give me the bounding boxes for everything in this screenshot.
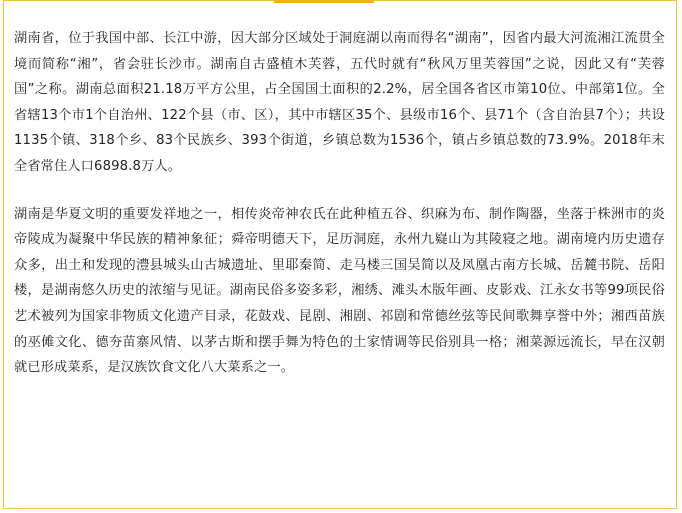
article-body	[14, 26, 665, 381]
top-accent-bar	[274, 0, 374, 3]
paragraph-history-culture: 湖南是华夏文明的重要发祥地之一，相传炎帝神农氏在此种植五谷、织麻为布、制作陶器，坐落于株洲市的炎帝陵成为凝聚中华民族的精神象征；舜帝明德天下，足历洞庭，永州九嶷山为其陵寝之地。湖南境内历史遗存众多，出土和发现的澧县城头山古城遗址、里耶秦简、走马楼三国吴简以及凤凰古南方长城、岳麓书院、岳阳楼，是湖南悠久历史的浓缩与见证。湖南民俗多姿多彩，湘绣、滩头木版年画、皮影戏、江永女书等99项民俗艺术被列为国家非物质文化遗产目录，花鼓戏、昆剧、湘剧、祁剧和常德丝弦等民间歌舞享誉中外；湘西苗族的巫傩文化、德夯苗寨风情、以茅古斯和摆手舞为特色的土家情调等民俗别具一格；湘菜源远流长，早在汉朝就已形成菜系，是汉族饮食文化八大菜系之一。	[14, 206, 665, 376]
paragraph-overview: 湖南省，位于我国中部、长江中游，因大部分区域处于洞庭湖以南而得名“湖南”，因省内最大河流湘江流贯全境而简称“湘”，省会驻长沙市。湖南自古盛植木芙蓉，五代时就有“秋风万里芙蓉国”之说，因此又有“芙蓉国”之称。湖南总面积21.18万平方公里，占全国国土面积的2.2%，居全国各省区市第10位、中部第1位。全省辖13个市1个自治州、122个县（市、区），其中市辖区35个、县级市16个、县71个（含自治县7个）；共设1135个镇、318个乡、83个民族乡、393个街道，乡镇总数为1536个，镇占乡镇总数的73.9%。2018年末全省常住人口6898.8万人。	[14, 31, 665, 174]
